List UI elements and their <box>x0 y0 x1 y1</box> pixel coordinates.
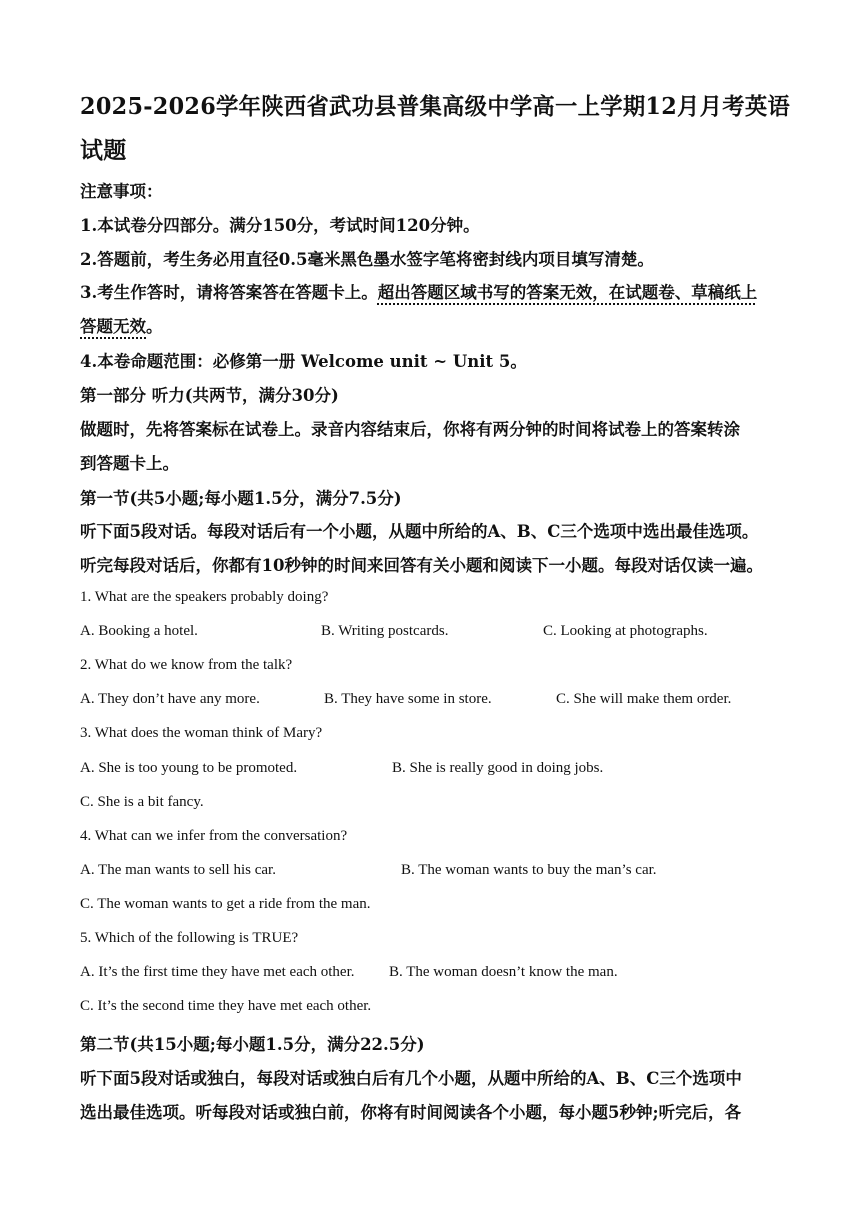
q1-option-b: B. Writing postcards. <box>321 623 449 639</box>
section1-instruction-1: 听下面5段对话。每段对话后有一个小题，从题中所给的A、B、C三个选项中选出最佳选项。 <box>80 522 759 541</box>
notes-heading: 注意事项： <box>80 182 163 201</box>
exam-title-line-2: 试题 <box>80 137 127 164</box>
note-3-emphasis-end: 答题无效 <box>80 317 146 336</box>
q3-option-a: A. She is too young to be promoted. <box>80 760 298 776</box>
section2-instruction-1: 听下面5段对话或独白，每段对话或独白后有几个小题，从题中所给的A、B、C三个选项中 <box>80 1069 742 1088</box>
question-4: 4. What can we infer from the conversation? <box>80 828 348 844</box>
note-3-part-a: 3.考生作答时，请将答案答在答题卡上。 <box>80 283 378 302</box>
section2-instruction-2: 选出最佳选项。听每段对话或独白前，你将有时间阅读各个小题，每小题5秒钟;听完后，各 <box>80 1103 742 1122</box>
q4-option-b: B. The woman wants to buy the man’s car. <box>401 862 657 878</box>
question-2: 2. What do we know from the talk? <box>80 657 293 673</box>
question-1: 1. What are the speakers probably doing? <box>80 589 329 605</box>
note-3 <box>80 279 757 303</box>
note-3-period: 。 <box>146 317 163 336</box>
note-3-continued <box>80 313 163 337</box>
note-2: 2.答题前，考生务必用直径0.5毫米黑色墨水签字笔将密封线内项目填写清楚。 <box>80 250 654 269</box>
section1-instruction-2: 听完每段对话后，你都有10秒钟的时间来回答有关小题和阅读下一小题。每段对话仅读一遍。 <box>80 556 763 575</box>
part1-heading: 第一部分 听力(共两节，满分30分) <box>80 386 339 405</box>
q1-option-c: C. Looking at photographs. <box>543 623 708 639</box>
exam-title-line-1: 2025-2026学年陕西省武功县普集高级中学高一上学期12月月考英语 <box>80 93 791 120</box>
q2-option-c: C. She will make them order. <box>556 691 732 707</box>
section2-heading: 第二节(共15小题;每小题1.5分，满分22.5分) <box>80 1035 425 1054</box>
q1-option-a: A. Booking a hotel. <box>80 623 198 639</box>
note-4: 4.本卷命题范围：必修第一册 Welcome unit ~ Unit 5。 <box>80 352 527 371</box>
part1-instruction-1: 做题时，先将答案标在试卷上。录音内容结束后，你将有两分钟的时间将试卷上的答案转涂 <box>80 420 740 439</box>
q5-option-c: C. It’s the second time they have met each other. <box>80 998 372 1014</box>
q4-option-c: C. The woman wants to get a ride from the man. <box>80 896 371 912</box>
part1-instruction-2: 到答题卡上。 <box>80 454 179 473</box>
q5-option-a: A. It’s the first time they have met each other. <box>80 964 355 980</box>
note-1: 1.本试卷分四部分。满分150分，考试时间120分钟。 <box>80 216 480 235</box>
section1-heading: 第一节(共5小题;每小题1.5分，满分7.5分) <box>80 489 402 508</box>
q3-option-b: B. She is really good in doing jobs. <box>392 760 604 776</box>
q3-option-c: C. She is a bit fancy. <box>80 794 204 810</box>
q2-option-b: B. They have some in store. <box>324 691 492 707</box>
q4-option-a: A. The man wants to sell his car. <box>80 862 276 878</box>
q5-option-b: B. The woman doesn’t know the man. <box>389 964 618 980</box>
q2-option-a: A. They don’t have any more. <box>80 691 260 707</box>
note-3-emphasis: 超出答题区域书写的答案无效，在试题卷、草稿纸上 <box>377 283 758 302</box>
question-3: 3. What does the woman think of Mary? <box>80 725 323 741</box>
question-5: 5. Which of the following is TRUE? <box>80 930 299 946</box>
